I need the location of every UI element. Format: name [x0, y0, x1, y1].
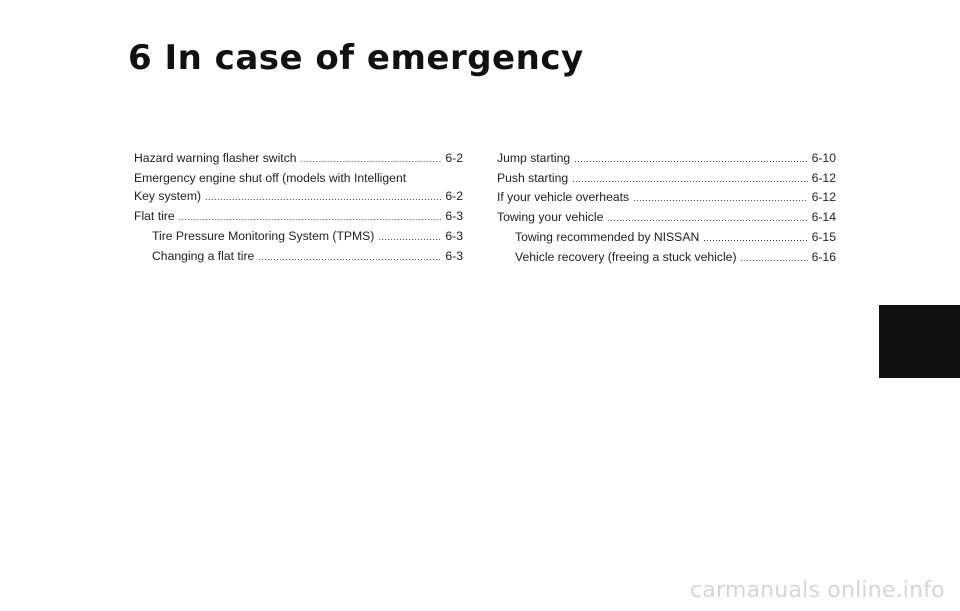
toc-leader-dots: [633, 188, 807, 208]
toc-entry-page: 6-2: [445, 151, 463, 165]
toc-leader-dots: [378, 227, 441, 247]
toc-entry-label: If your vehicle overheats: [497, 190, 630, 205]
toc-leader-dots: [179, 207, 442, 227]
chapter-tab-marker: [879, 305, 960, 378]
toc-subentry[interactable]: [134, 227, 463, 247]
toc-entry-label: Tire Pressure Monitoring System (TPMS): [152, 228, 375, 243]
toc-left-column: [134, 149, 463, 266]
toc-subentry[interactable]: [497, 248, 836, 268]
toc-entry[interactable]: [134, 207, 463, 227]
toc-leader-dots: [574, 149, 807, 169]
toc-entry-page: 6-3: [445, 228, 463, 243]
toc-leader-dots: [741, 248, 808, 268]
toc-leader-dots: [572, 169, 807, 189]
toc-entry-label: Changing a flat tire: [152, 248, 255, 263]
toc-entry-label: Towing recommended by NISSAN: [515, 229, 700, 244]
toc-entry-label: Jump starting: [497, 151, 571, 165]
toc-entry[interactable]: [134, 149, 463, 169]
toc-right-column: [497, 149, 836, 267]
toc-entry-page: 6-15: [811, 229, 836, 244]
toc-entry-label-line1: Emergency engine shut off (models with Intelligent: [134, 170, 407, 185]
toc-entry[interactable]: [497, 188, 836, 208]
toc-entry-page: 6-16: [811, 249, 836, 264]
toc-entry-page: 6-14: [811, 210, 836, 225]
toc-subentry[interactable]: [497, 228, 836, 248]
toc-entry[interactable]: [497, 208, 836, 228]
toc-entry-label: Towing your vehicle: [497, 210, 604, 225]
toc-entry[interactable]: [134, 187, 463, 207]
toc-entry-label: Push starting: [497, 170, 569, 185]
toc-entry-page: 6-12: [811, 190, 836, 205]
toc-entry-page: 6-12: [811, 170, 836, 185]
toc-entry-page: 6-3: [445, 209, 463, 224]
toc-entry[interactable]: [497, 169, 836, 189]
toc-entry-label: Flat tire: [134, 209, 175, 224]
toc-entry-label: Hazard warning flasher switch: [134, 151, 297, 165]
toc-leader-dots: [607, 208, 807, 228]
toc-subentry[interactable]: [134, 247, 463, 267]
toc-entry[interactable]: [497, 149, 836, 169]
toc-leader-dots: [205, 187, 441, 207]
toc-leader-dots: [301, 149, 442, 169]
toc-entry-page: 6-3: [445, 248, 463, 263]
toc-leader-dots: [258, 247, 441, 267]
toc-entry-page: 6-2: [445, 189, 463, 204]
watermark: carmanuals online.info: [690, 578, 945, 603]
toc-entry-label: Vehicle recovery (freeing a stuck vehicle): [515, 249, 737, 264]
toc-entry-page: 6-10: [811, 151, 836, 165]
toc-entry-label: Key system): [134, 189, 202, 204]
toc-leader-dots: [703, 228, 807, 248]
chapter-title: 6 In case of emergency: [128, 38, 584, 78]
